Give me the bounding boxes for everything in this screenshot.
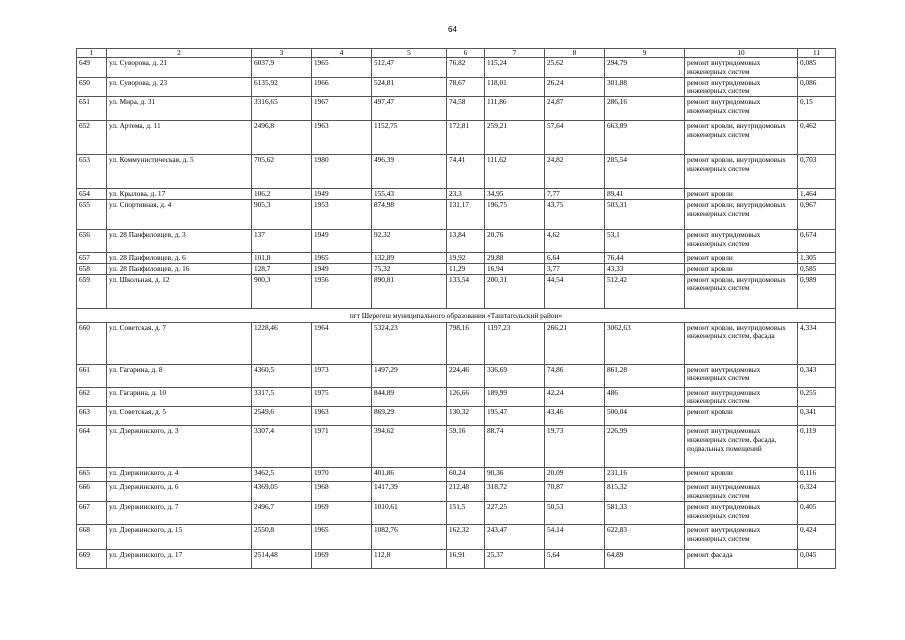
cell-year: 1967 — [312, 97, 372, 121]
cell-total-cost: 1417,39 — [372, 482, 447, 502]
cell-cost-col9: 294,79 — [605, 58, 685, 78]
table-row — [77, 77, 836, 97]
table-row — [77, 482, 836, 502]
cell-cost-col6: 212,48 — [447, 482, 485, 502]
cell-year: 1971 — [312, 426, 372, 468]
cell-cost-col7: 1197,23 — [485, 322, 545, 364]
cell-ratio: 0,045 — [798, 549, 836, 568]
column-header-2: 2 — [107, 49, 252, 58]
cell-year: 1963 — [312, 407, 372, 426]
cell-ratio: 0,119 — [798, 426, 836, 468]
cell-total-cost: 524,81 — [372, 77, 447, 97]
cell-address: ул. 28 Панфиловцев, д. 6 — [107, 252, 252, 263]
cell-total-cost: 5324,23 — [372, 322, 447, 364]
cell-repair-type: ремонт кровли, внутридомовых инженерных систем, фасада — [685, 322, 798, 364]
cell-area: 4369,05 — [252, 482, 312, 502]
cell-cost-col8: 42,24 — [545, 387, 605, 407]
table-body-group-1 — [77, 58, 836, 309]
cell-ratio: 0,989 — [798, 274, 836, 308]
cell-cost-col6: 133,54 — [447, 274, 485, 308]
cell-cost-col7: 200,31 — [485, 274, 545, 308]
cell-cost-col6: 60,24 — [447, 468, 485, 482]
cell-cost-col8: 24,87 — [545, 97, 605, 121]
cell-row-number: 661 — [77, 364, 107, 387]
cell-repair-type: ремонт внутридомовых инженерных систем — [685, 229, 798, 252]
cell-cost-col7: 29,88 — [485, 252, 545, 263]
cell-row-number: 662 — [77, 387, 107, 407]
cell-cost-col6: 151,5 — [447, 501, 485, 524]
cell-row-number: 656 — [77, 229, 107, 252]
cell-area: 128,7 — [252, 263, 312, 274]
cell-cost-col6: 172,81 — [447, 121, 485, 155]
cell-cost-col8: 50,53 — [545, 501, 605, 524]
cell-cost-col8: 74,86 — [545, 364, 605, 387]
cell-row-number: 668 — [77, 524, 107, 549]
cell-area: 705,62 — [252, 155, 312, 189]
cell-ratio: 1,305 — [798, 252, 836, 263]
cell-ratio: 0,405 — [798, 501, 836, 524]
cell-area: 3316,65 — [252, 97, 312, 121]
cell-year: 1953 — [312, 199, 372, 229]
cell-row-number: 660 — [77, 322, 107, 364]
cell-ratio: 0,116 — [798, 468, 836, 482]
cell-total-cost: 844,89 — [372, 387, 447, 407]
cell-ratio: 0,343 — [798, 364, 836, 387]
cell-total-cost: 497,47 — [372, 97, 447, 121]
cell-cost-col8: 54,14 — [545, 524, 605, 549]
cell-cost-col8: 43,46 — [545, 407, 605, 426]
cell-cost-col6: 224,46 — [447, 364, 485, 387]
table-header — [77, 49, 836, 58]
cell-cost-col7: 90,36 — [485, 468, 545, 482]
cell-ratio: 0,585 — [798, 263, 836, 274]
cell-cost-col7: 25,37 — [485, 549, 545, 568]
cell-cost-col9: 231,16 — [605, 468, 685, 482]
column-header-1: 1 — [77, 49, 107, 58]
cell-total-cost: 1152,75 — [372, 121, 447, 155]
table-row — [77, 549, 836, 568]
table-row — [77, 322, 836, 364]
cell-cost-col7: 118,01 — [485, 77, 545, 97]
cell-row-number: 657 — [77, 252, 107, 263]
cell-repair-type: ремонт внутридомовых инженерных систем — [685, 482, 798, 502]
cell-row-number: 654 — [77, 189, 107, 200]
cell-cost-col8: 20,09 — [545, 468, 605, 482]
cell-cost-col9: 815,32 — [605, 482, 685, 502]
cell-ratio: 1,464 — [798, 189, 836, 200]
table-row — [77, 263, 836, 274]
cell-total-cost: 155,43 — [372, 189, 447, 200]
section-title: пгт Шерегеш муниципального образования «Таштагольский район» — [77, 308, 836, 322]
cell-cost-col9: 500,04 — [605, 407, 685, 426]
cell-ratio: 0,674 — [798, 229, 836, 252]
cell-row-number: 663 — [77, 407, 107, 426]
cell-area: 6135,92 — [252, 77, 312, 97]
cell-repair-type: ремонт внутридомовых инженерных систем — [685, 387, 798, 407]
cell-cost-col6: 76,82 — [447, 58, 485, 78]
cell-cost-col6: 131,17 — [447, 199, 485, 229]
column-header-7: 7 — [485, 49, 545, 58]
cell-cost-col7: 227,25 — [485, 501, 545, 524]
cell-total-cost: 496,39 — [372, 155, 447, 189]
cell-area: 905,3 — [252, 199, 312, 229]
cell-row-number: 666 — [77, 482, 107, 502]
cell-area: 101,8 — [252, 252, 312, 263]
table-row — [77, 501, 836, 524]
cell-ratio: 0,341 — [798, 407, 836, 426]
cell-area: 2550,8 — [252, 524, 312, 549]
cell-total-cost: 112,8 — [372, 549, 447, 568]
page-number: 64 — [448, 25, 457, 34]
cell-cost-col9: 622,83 — [605, 524, 685, 549]
cell-year: 1949 — [312, 229, 372, 252]
cell-address: ул. Дзержинского, д. 7 — [107, 501, 252, 524]
cell-repair-type: ремонт фасада — [685, 549, 798, 568]
cell-address: ул. Артема, д. 11 — [107, 121, 252, 155]
cell-repair-type: ремонт кровли, внутридомовых инженерных систем — [685, 155, 798, 189]
cell-row-number: 652 — [77, 121, 107, 155]
column-header-11: 11 — [798, 49, 836, 58]
cell-address: ул. Суворова, д. 21 — [107, 58, 252, 78]
cell-cost-col9: 503,31 — [605, 199, 685, 229]
table-row — [77, 468, 836, 482]
cell-cost-col6: 78,67 — [447, 77, 485, 97]
cell-cost-col8: 4,62 — [545, 229, 605, 252]
cell-repair-type: ремонт кровли, внутридомовых инженерных систем — [685, 274, 798, 308]
cell-row-number: 653 — [77, 155, 107, 189]
cell-cost-col8: 25,62 — [545, 58, 605, 78]
cell-row-number: 669 — [77, 549, 107, 568]
cell-cost-col8: 6,64 — [545, 252, 605, 263]
repair-table — [76, 48, 836, 569]
cell-repair-type: ремонт кровли, внутридомовых инженерных систем — [685, 199, 798, 229]
cell-cost-col9: 89,41 — [605, 189, 685, 200]
cell-cost-col7: 115,24 — [485, 58, 545, 78]
cell-cost-col9: 53,1 — [605, 229, 685, 252]
cell-cost-col8: 266,21 — [545, 322, 605, 364]
cell-cost-col8: 5,64 — [545, 549, 605, 568]
cell-total-cost: 394,62 — [372, 426, 447, 468]
cell-row-number: 650 — [77, 77, 107, 97]
cell-year: 1964 — [312, 322, 372, 364]
table-row — [77, 229, 836, 252]
cell-cost-col8: 44,54 — [545, 274, 605, 308]
cell-address: ул. 28 Панфиловцев, д. 3 — [107, 229, 252, 252]
cell-year: 1956 — [312, 274, 372, 308]
cell-cost-col8: 70,87 — [545, 482, 605, 502]
table-row — [77, 58, 836, 78]
cell-cost-col6: 130,32 — [447, 407, 485, 426]
cell-cost-col7: 16,94 — [485, 263, 545, 274]
cell-address: ул. Суворова, д. 23 — [107, 77, 252, 97]
cell-year: 1969 — [312, 549, 372, 568]
cell-cost-col8: 3,77 — [545, 263, 605, 274]
section-heading-body — [77, 308, 836, 322]
table-row — [77, 189, 836, 200]
cell-year: 1965 — [312, 58, 372, 78]
cell-area: 1228,46 — [252, 322, 312, 364]
cell-address: ул. Школьная, д. 12 — [107, 274, 252, 308]
cell-cost-col8: 7,77 — [545, 189, 605, 200]
cell-address: ул. Гагарина, д. 8 — [107, 364, 252, 387]
column-header-8: 8 — [545, 49, 605, 58]
cell-cost-col6: 74,58 — [447, 97, 485, 121]
table-row — [77, 199, 836, 229]
cell-repair-type: ремонт внутридомовых инженерных систем — [685, 58, 798, 78]
cell-repair-type: ремонт внутридомовых инженерных систем — [685, 501, 798, 524]
cell-cost-col9: 64,89 — [605, 549, 685, 568]
cell-year: 1949 — [312, 263, 372, 274]
cell-cost-col6: 74,41 — [447, 155, 485, 189]
column-header-10: 10 — [685, 49, 798, 58]
cell-ratio: 0,255 — [798, 387, 836, 407]
cell-ratio: 0,967 — [798, 199, 836, 229]
cell-repair-type: ремонт кровли — [685, 263, 798, 274]
cell-address: ул. Спортивная, д. 4 — [107, 199, 252, 229]
cell-total-cost: 512,47 — [372, 58, 447, 78]
cell-cost-col9: 301,88 — [605, 77, 685, 97]
cell-year: 1949 — [312, 189, 372, 200]
cell-cost-col9: 76,44 — [605, 252, 685, 263]
table-row — [77, 426, 836, 468]
cell-repair-type: ремонт кровли — [685, 407, 798, 426]
cell-year: 1965 — [312, 252, 372, 263]
cell-cost-col7: 189,99 — [485, 387, 545, 407]
cell-cost-col9: 486 — [605, 387, 685, 407]
cell-cost-col7: 88,74 — [485, 426, 545, 468]
cell-year: 1968 — [312, 482, 372, 502]
cell-cost-col9: 663,09 — [605, 121, 685, 155]
cell-cost-col6: 19,92 — [447, 252, 485, 263]
cell-area: 2496,7 — [252, 501, 312, 524]
cell-year: 1975 — [312, 387, 372, 407]
cell-address: ул. Мира, д. 31 — [107, 97, 252, 121]
cell-cost-col9: 226,99 — [605, 426, 685, 468]
cell-year: 1980 — [312, 155, 372, 189]
cell-address: ул. Коммунистическая, д. 5 — [107, 155, 252, 189]
cell-area: 6037,9 — [252, 58, 312, 78]
cell-area: 900,3 — [252, 274, 312, 308]
cell-cost-col7: 34,95 — [485, 189, 545, 200]
cell-ratio: 0,324 — [798, 482, 836, 502]
cell-area: 2496,8 — [252, 121, 312, 155]
column-header-3: 3 — [252, 49, 312, 58]
table-row — [77, 121, 836, 155]
cell-ratio: 0,424 — [798, 524, 836, 549]
cell-address: ул. Дзержинского, д. 4 — [107, 468, 252, 482]
cell-repair-type: ремонт внутридомовых инженерных систем — [685, 97, 798, 121]
cell-total-cost: 1010,61 — [372, 501, 447, 524]
cell-cost-col8: 19,73 — [545, 426, 605, 468]
section-row — [77, 308, 836, 322]
cell-ratio: 4,334 — [798, 322, 836, 364]
table-row — [77, 97, 836, 121]
cell-ratio: 0,086 — [798, 77, 836, 97]
table-row — [77, 155, 836, 189]
cell-cost-col7: 336,69 — [485, 364, 545, 387]
cell-area: 106,2 — [252, 189, 312, 200]
cell-cost-col7: 243,47 — [485, 524, 545, 549]
cell-ratio: 0,462 — [798, 121, 836, 155]
cell-total-cost: 874,98 — [372, 199, 447, 229]
cell-cost-col6: 16,91 — [447, 549, 485, 568]
cell-total-cost: 1497,29 — [372, 364, 447, 387]
cell-cost-col7: 195,47 — [485, 407, 545, 426]
cell-year: 1973 — [312, 364, 372, 387]
cell-cost-col8: 24,82 — [545, 155, 605, 189]
column-header-6: 6 — [447, 49, 485, 58]
cell-area: 3317,5 — [252, 387, 312, 407]
cell-cost-col6: 798,16 — [447, 322, 485, 364]
cell-year: 1969 — [312, 501, 372, 524]
cell-cost-col9: 285,54 — [605, 155, 685, 189]
cell-cost-col9: 43,33 — [605, 263, 685, 274]
header-row — [77, 49, 836, 58]
cell-cost-col9: 861,28 — [605, 364, 685, 387]
cell-repair-type: ремонт кровли, внутридомовых инженерных систем — [685, 121, 798, 155]
cell-cost-col7: 20,76 — [485, 229, 545, 252]
table-row — [77, 252, 836, 263]
cell-area: 137 — [252, 229, 312, 252]
cell-cost-col6: 23,3 — [447, 189, 485, 200]
cell-cost-col6: 59,16 — [447, 426, 485, 468]
cell-repair-type: ремонт кровли — [685, 468, 798, 482]
cell-cost-col9: 581,33 — [605, 501, 685, 524]
cell-cost-col7: 111,62 — [485, 155, 545, 189]
cell-row-number: 667 — [77, 501, 107, 524]
cell-year: 1970 — [312, 468, 372, 482]
table-row — [77, 407, 836, 426]
cell-ratio: 0,703 — [798, 155, 836, 189]
cell-area: 3307,4 — [252, 426, 312, 468]
cell-total-cost: 132,89 — [372, 252, 447, 263]
column-header-9: 9 — [605, 49, 685, 58]
table-body-group-2 — [77, 322, 836, 568]
column-header-5: 5 — [372, 49, 447, 58]
table-row — [77, 524, 836, 549]
cell-total-cost: 401,86 — [372, 468, 447, 482]
cell-cost-col8: 43,75 — [545, 199, 605, 229]
cell-area: 2549,6 — [252, 407, 312, 426]
table-row — [77, 387, 836, 407]
cell-repair-type: ремонт внутридомовых инженерных систем — [685, 364, 798, 387]
cell-area: 4360,5 — [252, 364, 312, 387]
cell-cost-col6: 13,84 — [447, 229, 485, 252]
cell-year: 1963 — [312, 121, 372, 155]
cell-address: ул. Советская, д. 5 — [107, 407, 252, 426]
cell-total-cost: 75,32 — [372, 263, 447, 274]
cell-total-cost: 1082,76 — [372, 524, 447, 549]
cell-cost-col7: 259,21 — [485, 121, 545, 155]
cell-address: ул. Дзержинского, д. 15 — [107, 524, 252, 549]
cell-cost-col9: 286,16 — [605, 97, 685, 121]
cell-address: ул. 28 Панфиловцев, д. 16 — [107, 263, 252, 274]
cell-ratio: 0,15 — [798, 97, 836, 121]
cell-cost-col9: 512,42 — [605, 274, 685, 308]
cell-address: ул. Дзержинского, д. 3 — [107, 426, 252, 468]
cell-cost-col7: 318,72 — [485, 482, 545, 502]
cell-repair-type: ремонт кровли — [685, 189, 798, 200]
table-row — [77, 364, 836, 387]
cell-row-number: 658 — [77, 263, 107, 274]
cell-cost-col8: 26,24 — [545, 77, 605, 97]
cell-cost-col9: 3062,63 — [605, 322, 685, 364]
cell-total-cost: 890,81 — [372, 274, 447, 308]
cell-row-number: 665 — [77, 468, 107, 482]
cell-address: ул. Советская, д. 7 — [107, 322, 252, 364]
cell-repair-type: ремонт внутридомовых инженерных систем — [685, 77, 798, 97]
cell-row-number: 649 — [77, 58, 107, 78]
cell-cost-col6: 11,29 — [447, 263, 485, 274]
cell-area: 3462,5 — [252, 468, 312, 482]
cell-row-number: 659 — [77, 274, 107, 308]
cell-cost-col8: 57,64 — [545, 121, 605, 155]
column-header-4: 4 — [312, 49, 372, 58]
cell-total-cost: 92,32 — [372, 229, 447, 252]
cell-row-number: 651 — [77, 97, 107, 121]
cell-cost-col6: 162,32 — [447, 524, 485, 549]
cell-repair-type: ремонт кровли — [685, 252, 798, 263]
cell-year: 1966 — [312, 77, 372, 97]
cell-cost-col6: 126,66 — [447, 387, 485, 407]
cell-repair-type: ремонт внутридомовых инженерных систем — [685, 524, 798, 549]
cell-address: ул. Крылова, д. 17 — [107, 189, 252, 200]
cell-year: 1965 — [312, 524, 372, 549]
cell-row-number: 664 — [77, 426, 107, 468]
cell-address: ул. Дзержинского, д. 17 — [107, 549, 252, 568]
table-row — [77, 274, 836, 308]
cell-cost-col7: 196,75 — [485, 199, 545, 229]
cell-address: ул. Гагарина, д. 10 — [107, 387, 252, 407]
cell-area: 2514,48 — [252, 549, 312, 568]
cell-repair-type: ремонт внутридомовых инженерных систем, фасада, подвальных помещений — [685, 426, 798, 468]
cell-cost-col7: 111,86 — [485, 97, 545, 121]
cell-ratio: 0,085 — [798, 58, 836, 78]
cell-row-number: 655 — [77, 199, 107, 229]
cell-total-cost: 869,29 — [372, 407, 447, 426]
cell-address: ул. Дзержинского, д. 6 — [107, 482, 252, 502]
